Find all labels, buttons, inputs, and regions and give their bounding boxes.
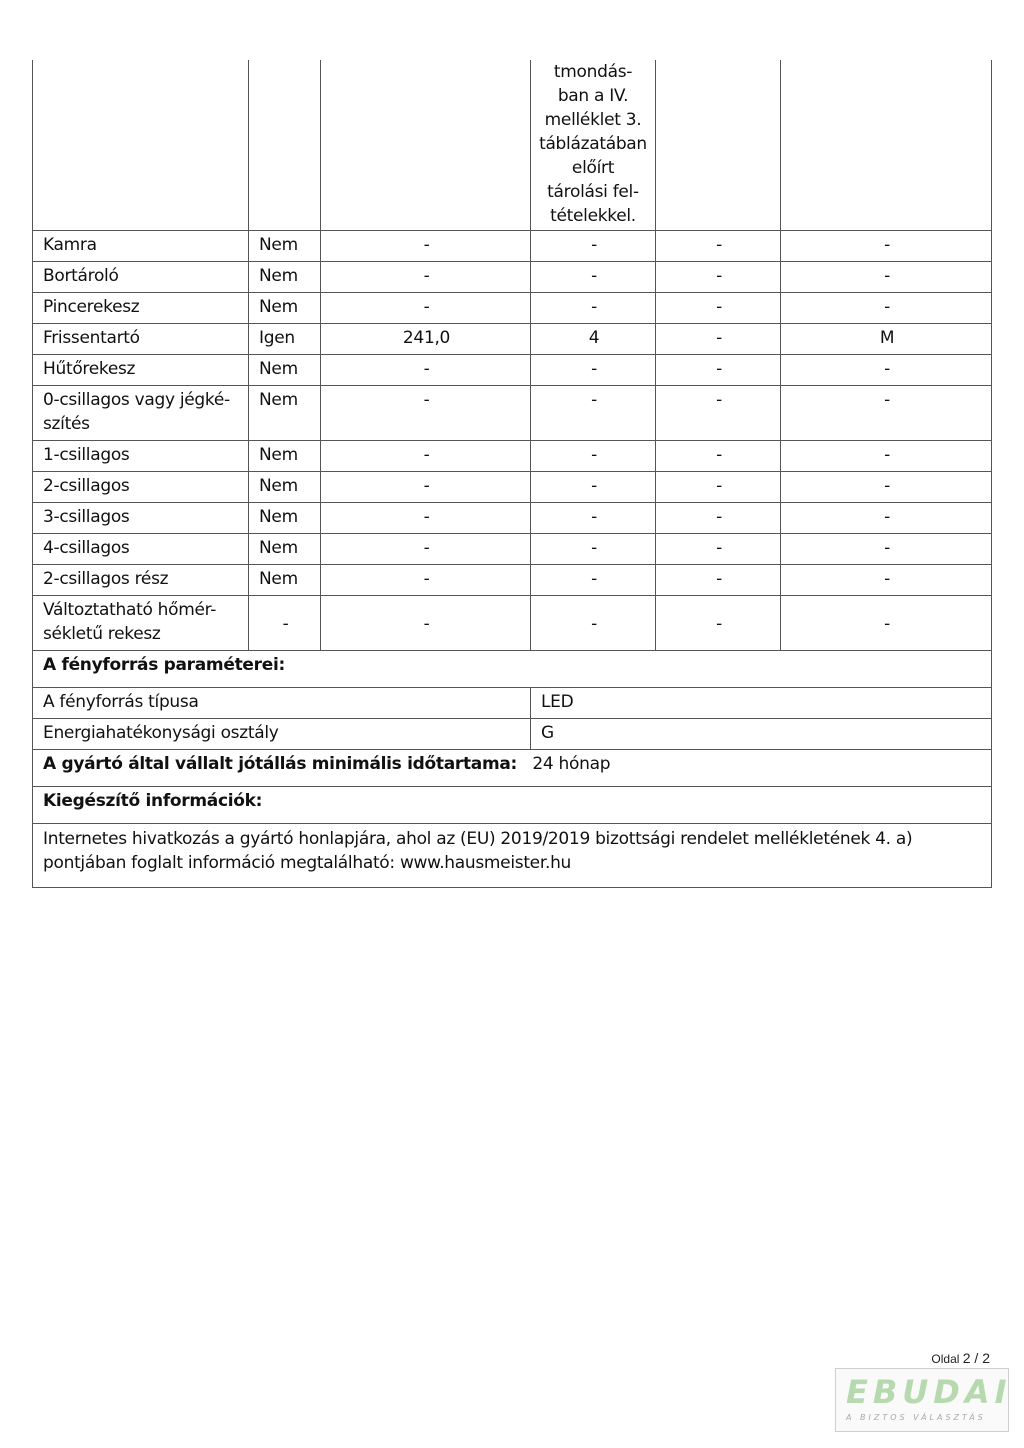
table-cell: M (781, 324, 992, 355)
table-row (33, 472, 992, 503)
table-row (33, 355, 992, 386)
table-cell: - (656, 355, 781, 386)
compartment-present: - (249, 596, 321, 651)
page-number (931, 1350, 990, 1366)
name-line: sékletű rekesz (43, 624, 161, 644)
table-row (33, 503, 992, 534)
compartment-present: Nem (249, 503, 321, 534)
energy-class-label: Energiahatékonysági osztály (33, 719, 531, 750)
continued-line: melléklet 3. (544, 110, 642, 130)
table-cell: 4 (531, 324, 656, 355)
compartment-present: Nem (249, 355, 321, 386)
additional-line: pontjában foglalt információ megtalálható: www.hausmeister.hu (43, 853, 572, 873)
table-row (33, 534, 992, 565)
compartment-name: Bortároló (33, 262, 249, 293)
table-cell: - (656, 472, 781, 503)
table-cell: - (321, 441, 531, 472)
table-cell: - (321, 355, 531, 386)
compartment-present: Nem (249, 534, 321, 565)
table-cell: - (781, 596, 992, 651)
compartment-present: Nem (249, 231, 321, 262)
table-row-continued (33, 60, 992, 231)
continued-line: táblázatában (539, 134, 647, 154)
compartment-name: 1-csillagos (33, 441, 249, 472)
table-row (33, 441, 992, 472)
warranty-value: 24 hónap (532, 754, 611, 774)
warranty-label: A gyártó által vállalt jótállás minimális időtartama: (43, 754, 518, 774)
continued-line: tárolási fel- (547, 182, 639, 202)
continued-line: ban a IV. (557, 86, 629, 106)
compartment-name: 3-csillagos (33, 503, 249, 534)
table-cell: - (781, 472, 992, 503)
logo-wordmark: EBUDAI (846, 1373, 1012, 1411)
compartment-name: Pincerekesz (33, 293, 249, 324)
table-row (33, 293, 992, 324)
table-cell: - (656, 596, 781, 651)
table-cell: - (531, 441, 656, 472)
table-cell: 241,0 (321, 324, 531, 355)
table-cell: - (656, 534, 781, 565)
light-source-type-value: LED (531, 688, 992, 719)
table-cell: - (531, 596, 656, 651)
logo-tagline: A BIZTOS VÁLASZTÁS (846, 1413, 986, 1422)
table-row (33, 324, 992, 355)
name-line: szítés (43, 414, 90, 434)
additional-heading-row (33, 787, 992, 824)
continued-line: tételekkel. (550, 206, 636, 226)
light-source-type-label: A fényforrás típusa (33, 688, 531, 719)
table-cell: - (321, 472, 531, 503)
table-cell: - (321, 565, 531, 596)
compartment-name (33, 386, 249, 441)
table-cell: - (531, 472, 656, 503)
table-cell: - (656, 441, 781, 472)
table-cell: - (781, 565, 992, 596)
light-source-type-row (33, 688, 992, 719)
table-cell: - (656, 293, 781, 324)
energy-class-row (33, 719, 992, 750)
table-cell: - (781, 293, 992, 324)
table-cell: - (531, 262, 656, 293)
warranty-cell (33, 750, 992, 787)
table-cell: - (781, 262, 992, 293)
compartment-present: Nem (249, 441, 321, 472)
light-source-heading: A fényforrás paraméterei: (33, 651, 992, 688)
table-cell: - (656, 386, 781, 441)
table-cell: - (656, 324, 781, 355)
table-cell: - (321, 231, 531, 262)
compartment-present: Igen (249, 324, 321, 355)
table-cell: - (781, 386, 992, 441)
continued-line: előírt (571, 158, 615, 178)
compartment-name: 2-csillagos (33, 472, 249, 503)
table-row (33, 596, 992, 651)
table-cell: - (781, 534, 992, 565)
compartment-name: Kamra (33, 231, 249, 262)
additional-line: Internetes hivatkozás a gyártó honlapjára, ahol az (EU) 2019/2019 bizottsági rendelet mellékletének 4. a) (43, 829, 913, 849)
table-cell: - (321, 293, 531, 324)
table-cell: - (656, 231, 781, 262)
table-row (33, 262, 992, 293)
table-cell: - (781, 503, 992, 534)
compartment-present: Nem (249, 386, 321, 441)
table-cell: - (321, 596, 531, 651)
compartment-name (33, 596, 249, 651)
compartment-name: Frissentartó (33, 324, 249, 355)
table-cell: - (781, 355, 992, 386)
table-cell: - (321, 262, 531, 293)
table-cell: - (531, 534, 656, 565)
compartment-name: 2-csillagos rész (33, 565, 249, 596)
table-cell: - (531, 386, 656, 441)
table-cell: - (781, 441, 992, 472)
compartment-table (32, 60, 992, 888)
additional-text (33, 824, 992, 888)
table-cell: - (321, 503, 531, 534)
continued-line: tmondás- (553, 62, 633, 82)
warranty-row (33, 750, 992, 787)
table-cell: - (656, 503, 781, 534)
compartment-present: Nem (249, 472, 321, 503)
table-cell: - (531, 231, 656, 262)
page-label: Oldal (931, 1352, 960, 1366)
table-cell: - (656, 262, 781, 293)
light-source-heading-row (33, 651, 992, 688)
energy-class-value: G (531, 719, 992, 750)
table-row (33, 231, 992, 262)
table-row (33, 565, 992, 596)
compartment-name: 4-csillagos (33, 534, 249, 565)
table-cell: - (531, 293, 656, 324)
table-cell: - (781, 231, 992, 262)
continued-cell (531, 60, 656, 231)
compartment-present: Nem (249, 293, 321, 324)
page-count: 2 / 2 (962, 1350, 990, 1366)
ebudai-logo (835, 1368, 1012, 1432)
document-page (32, 60, 991, 888)
table-cell: - (321, 534, 531, 565)
additional-heading: Kiegészítő információk: (33, 787, 992, 824)
table-cell: - (531, 503, 656, 534)
table-cell: - (321, 386, 531, 441)
additional-text-row (33, 824, 992, 888)
table-cell: - (531, 565, 656, 596)
table-cell: - (531, 355, 656, 386)
name-line: 0-csillagos vagy jégké- (43, 390, 230, 410)
compartment-present: Nem (249, 565, 321, 596)
table-cell: - (656, 565, 781, 596)
compartment-name: Hűtőrekesz (33, 355, 249, 386)
name-line: Változtatható hőmér- (43, 600, 217, 620)
compartment-present: Nem (249, 262, 321, 293)
table-row (33, 386, 992, 441)
